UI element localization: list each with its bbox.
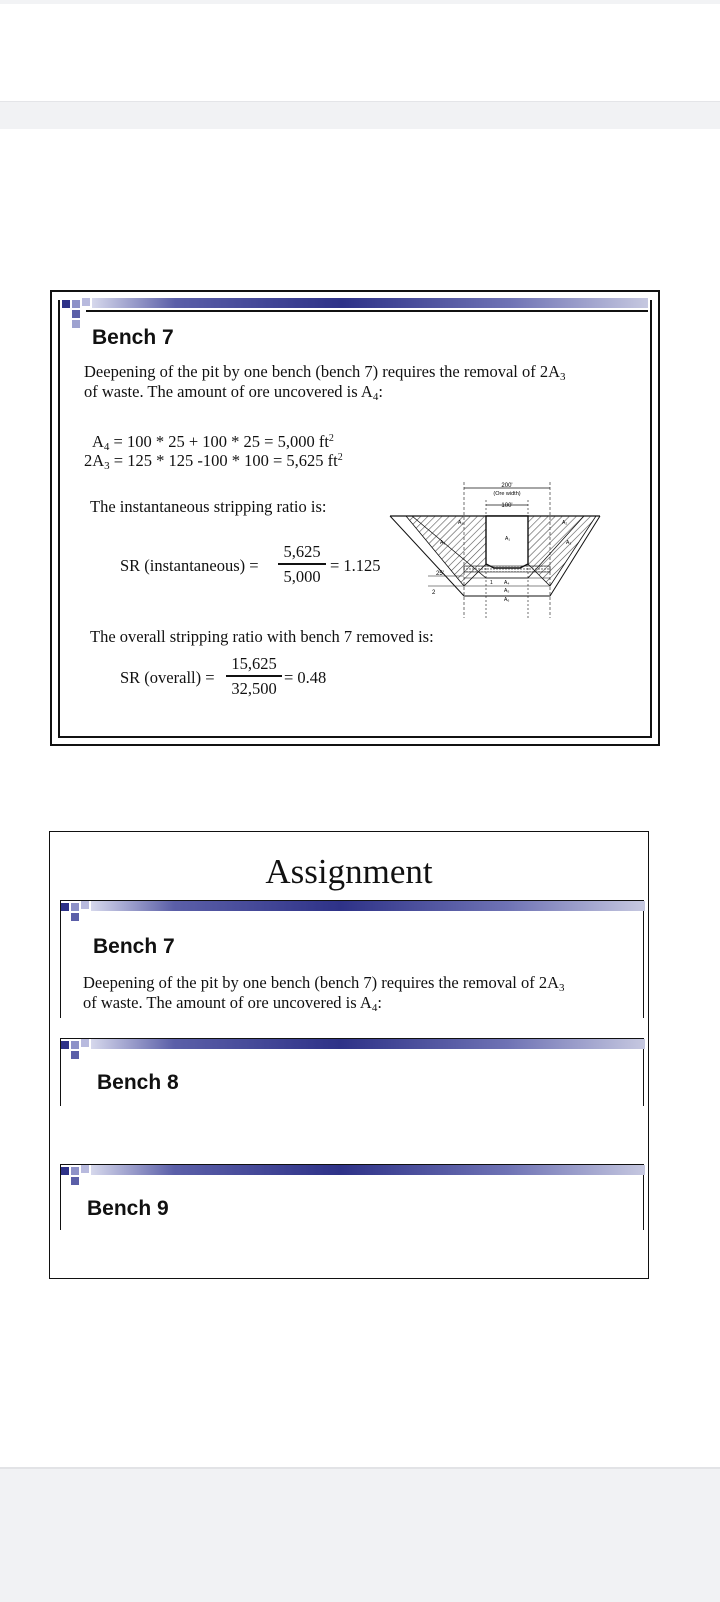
sr-overall-denominator: 32,500 bbox=[231, 678, 277, 698]
intro-line-2: of waste. The amount of ore uncovered is $A_4$: bbox=[84, 382, 383, 403]
label-a5: A₅ bbox=[504, 588, 510, 594]
slide-header-bar bbox=[62, 298, 648, 308]
equation-a4: $A_4 = 100 * 25 + 100 * 25 = 5,000$ $ft^2$ bbox=[92, 432, 334, 453]
sr-instantaneous-denominator: 5,000 bbox=[283, 566, 321, 586]
mini-intro-line-2: of waste. The amount of ore uncovered is $A_4$: bbox=[83, 993, 382, 1014]
mini-slide-title-9: Bench 9 bbox=[87, 1197, 169, 1220]
mini-header-bar bbox=[61, 901, 645, 911]
assignment-heading: Assignment bbox=[265, 852, 433, 891]
label-a1-center: A₁ bbox=[505, 536, 511, 542]
mini-slide-bench-8 bbox=[60, 1038, 644, 1106]
label-bench-1: 1 bbox=[490, 580, 493, 586]
sr-overall-numerator: 15,625 bbox=[231, 654, 277, 673]
page-separator-band bbox=[0, 101, 720, 129]
label-a2: A₂ bbox=[562, 520, 568, 526]
mini-slide-bench-7 bbox=[60, 900, 644, 1018]
mini-header-bar bbox=[61, 1165, 645, 1175]
mini-slide-bench-9 bbox=[60, 1164, 644, 1230]
sr-instantaneous-fraction bbox=[278, 542, 326, 586]
slide-bench-7 bbox=[50, 290, 660, 746]
sr-instantaneous-numerator: 5,625 bbox=[283, 542, 321, 561]
label-a6: A₆ bbox=[504, 597, 510, 603]
slide-assignment bbox=[49, 831, 649, 1279]
sr-overall-result: = 0.48 bbox=[284, 668, 327, 687]
ore-width-label: (Ore width) bbox=[493, 491, 521, 497]
equation-2a3: $2A_3 = 125 * 125$ -100 * 100 = 5,625 $ft^2$ bbox=[84, 451, 343, 472]
bottom-gray-area bbox=[0, 1467, 720, 1602]
slide-title: Bench 7 bbox=[92, 326, 174, 349]
mini-slide-title-8: Bench 8 bbox=[97, 1071, 179, 1094]
label-bench-2: 2 bbox=[432, 590, 436, 596]
angle-label: 25' bbox=[436, 571, 444, 577]
label-a3: A₃ bbox=[440, 540, 446, 546]
label-a4: A₄ bbox=[504, 580, 510, 586]
mini-header-bar bbox=[61, 1039, 645, 1049]
instantaneous-ratio-label: The instantaneous stripping ratio is: bbox=[90, 497, 327, 516]
sr-overall-fraction bbox=[226, 654, 282, 698]
sr-instantaneous-result: = 1.125 bbox=[330, 556, 381, 575]
intro-line-1: Deepening of the pit by one bench (bench 7) requires the removal of $2A_3$ bbox=[84, 362, 566, 383]
top-strip bbox=[0, 0, 720, 4]
sr-overall-label: SR (overall) = bbox=[120, 668, 215, 687]
pit-cross-section-diagram bbox=[388, 478, 602, 620]
sr-instantaneous-label: SR (instantaneous) = bbox=[120, 556, 259, 575]
label-a1: A₁ bbox=[458, 520, 464, 526]
mini-intro-line-1: Deepening of the pit by one bench (bench 7) requires the removal of $2A_3$ bbox=[83, 973, 565, 994]
overall-ratio-label: The overall stripping ratio with bench 7 removed is: bbox=[90, 627, 434, 646]
mini-slide-title-7: Bench 7 bbox=[93, 935, 175, 958]
dim-100-label: 100' bbox=[501, 503, 513, 509]
label-a3-right: A₃ bbox=[566, 540, 572, 546]
dim-200-label: 200' bbox=[501, 483, 513, 489]
